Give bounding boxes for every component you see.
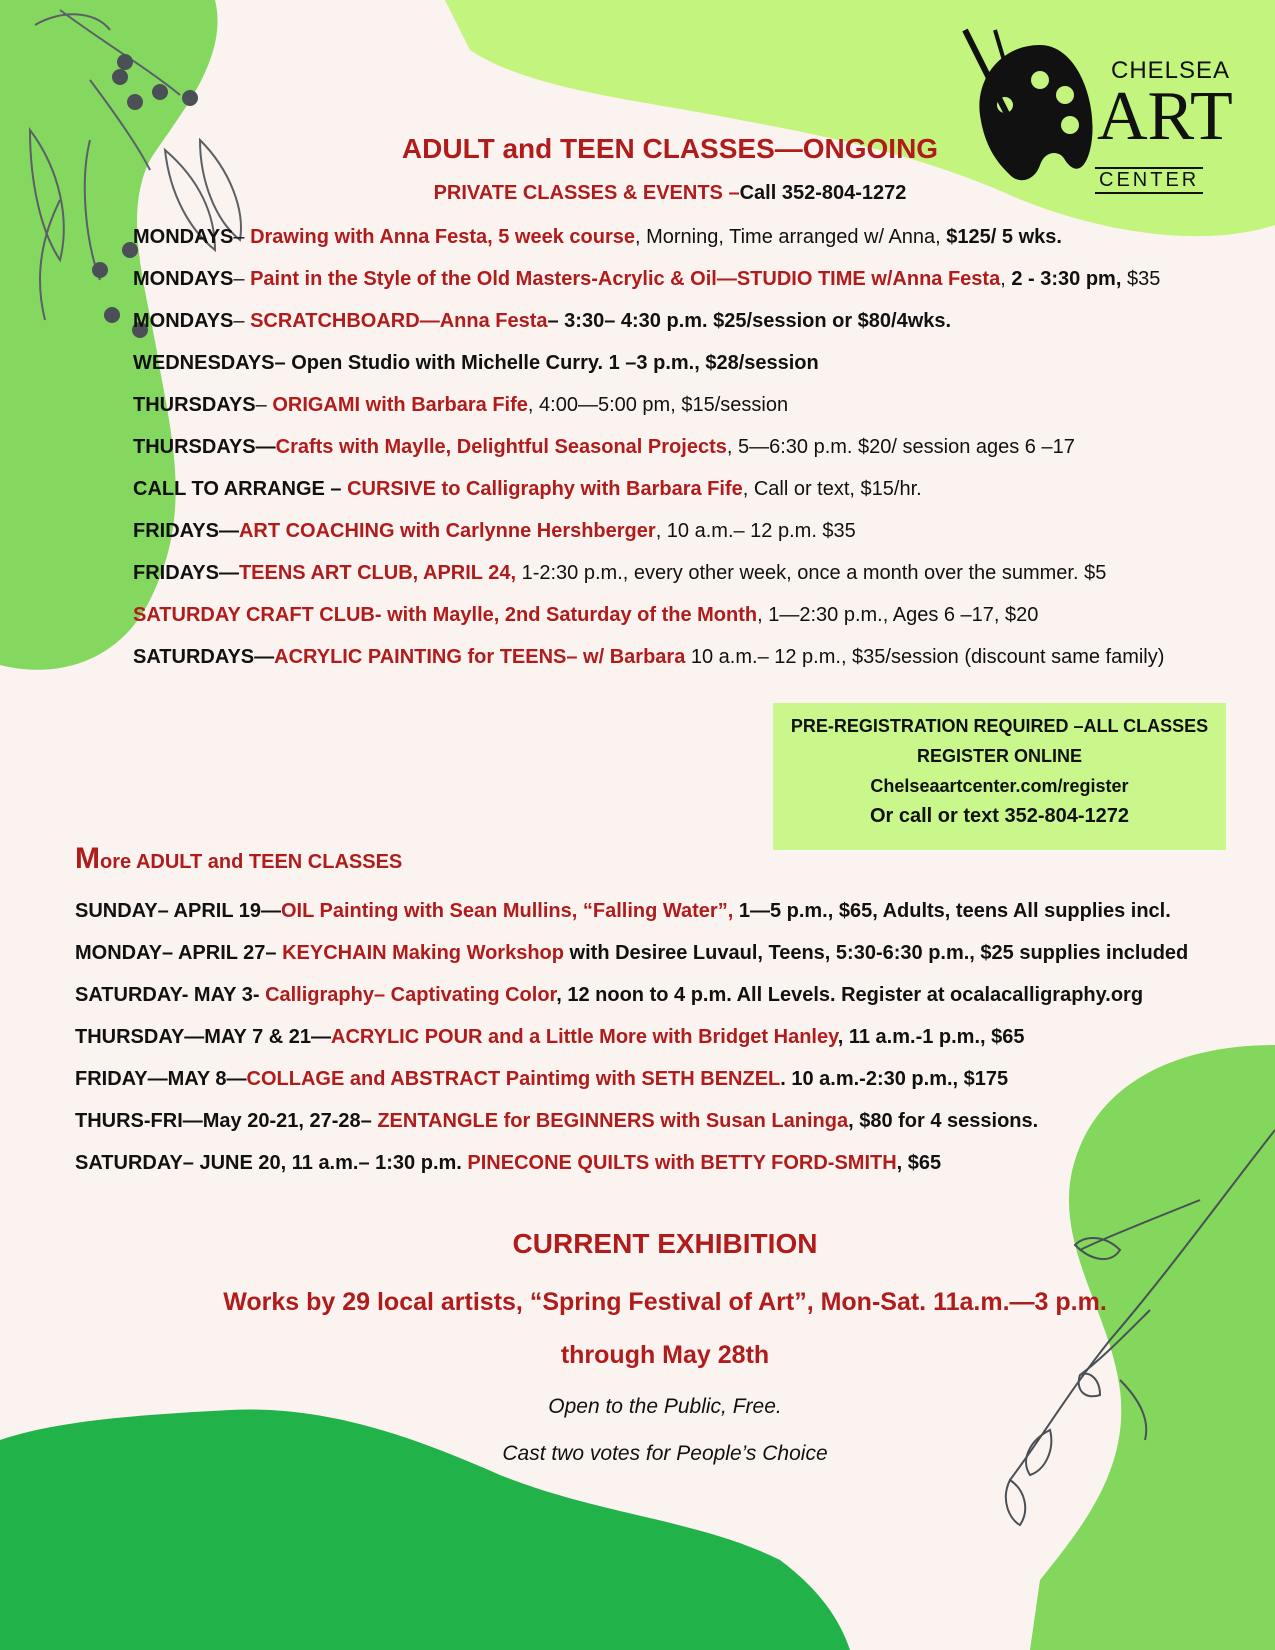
list-item <box>75 1110 1038 1133</box>
list-item-segment: CURSIVE to Calligraphy with Barbara Fife <box>347 478 743 500</box>
list-item-segment: THURSDAYS— <box>133 436 276 458</box>
list-item-segment: TEENS ART CLUB, APRIL 24, <box>238 562 517 584</box>
list-item <box>133 646 1164 669</box>
list-item <box>75 984 1143 1007</box>
exhibition-line-3: Open to the Public, Free. <box>548 1395 782 1418</box>
exhibition-line-4: Cast two votes for People’s Choice <box>502 1442 828 1465</box>
page-title: ADULT and TEEN CLASSES—ONGOING <box>401 133 939 164</box>
list-item <box>75 1152 941 1175</box>
list-item-segment: – 3:30– 4:30 p.m. $25/session or $80/4wks. <box>547 310 952 332</box>
exhibition-heading: CURRENT EXHIBITION <box>512 1228 818 1259</box>
private-classes-label: PRIVATE CLASSES & EVENTS – <box>433 182 740 204</box>
list-item-segment: MONDAY– APRIL 27– <box>75 942 283 964</box>
list-item-segment: WEDNESDAYS <box>133 352 275 374</box>
list-item-segment: FRIDAYS— <box>133 520 239 542</box>
list-item-segment: 10 a.m.– 12 p.m., $35/session (discount same family) <box>685 646 1165 668</box>
list-item-segment: MONDAYS <box>133 226 234 248</box>
registration-box <box>773 703 1226 850</box>
list-item-segment: ORIGAMI with Barbara Fife <box>272 394 528 416</box>
logo-line-1: CHELSEA <box>1111 57 1231 84</box>
list-item-segment: THURS-FRI—May 20-21, 27-28– <box>75 1110 378 1132</box>
list-item <box>133 604 1038 627</box>
list-item <box>75 1068 1008 1091</box>
more-heading-initial: M <box>75 842 100 875</box>
list-item-segment: OIL Painting with Sean Mullins, “Falling Water”, <box>281 900 734 922</box>
list-item-segment: THURSDAYS <box>133 394 256 416</box>
list-item <box>133 478 922 501</box>
list-item <box>133 520 856 543</box>
list-item-segment: Paint in the Style of the Old Masters-Acrylic & Oil—STUDIO TIME w/Anna Festa <box>250 268 1001 290</box>
list-item-segment: – <box>233 310 251 332</box>
registration-url[interactable]: Chelseaartcenter.com/register <box>870 776 1129 796</box>
list-item <box>133 562 1106 585</box>
list-item-segment: ART COACHING with Carlynne Hershberger <box>238 520 656 542</box>
list-item-segment: ZENTANGLE for BEGINNERS with Susan Laninga <box>377 1110 849 1132</box>
list-item-segment: , 10 a.m.– 12 p.m. $35 <box>655 520 856 542</box>
list-item-segment: – <box>233 268 251 290</box>
list-item-segment: CALL TO ARRANGE – <box>133 478 348 500</box>
list-item-segment: – <box>255 394 273 416</box>
exhibition-line-2: through May 28th <box>560 1341 770 1369</box>
list-item-segment: MONDAYS <box>133 310 234 332</box>
list-item-segment: Crafts with Maylle, Delightful Seasonal Projects <box>275 436 727 458</box>
list-item-segment: , 1—2:30 p.m., Ages 6 –17, $20 <box>757 604 1039 626</box>
list-item-segment: 1-2:30 p.m., every other week, once a month over the summer. $5 <box>516 562 1107 584</box>
registration-line-2: REGISTER ONLINE <box>916 746 1082 766</box>
list-item-segment: 2 - 3:30 pm, <box>1011 268 1122 290</box>
list-item-segment: $125/ 5 wks. <box>946 226 1062 248</box>
exhibition-line-1: Works by 29 local artists, “Spring Festival of Art”, Mon-Sat. 11a.m.—3 p.m. <box>223 1288 1107 1316</box>
registration-line-1: PRE-REGISTRATION REQUIRED –ALL CLASSES <box>790 716 1209 736</box>
list-item <box>133 352 819 375</box>
list-item-segment: SATURDAYS— <box>133 646 275 668</box>
more-classes-heading <box>75 842 402 876</box>
list-item-segment: , 11 a.m.-1 p.m., $65 <box>837 1026 1025 1048</box>
list-item-segment: KEYCHAIN Making Workshop <box>282 942 564 964</box>
list-item <box>133 436 1075 459</box>
list-item-segment: COLLAGE and ABSTRACT Paintimg with SETH BENZEL <box>246 1068 781 1090</box>
private-classes-line <box>340 182 1000 205</box>
registration-phone: Or call or text 352-804-1272 <box>869 805 1130 827</box>
list-item-segment: , 12 noon to 4 p.m. All Levels. Register at ocalacalligraphy.org <box>556 984 1144 1006</box>
list-item-segment: SATURDAY CRAFT CLUB <box>133 604 375 626</box>
ongoing-classes-list <box>133 226 1243 666</box>
list-item-segment: SATURDAY– JUNE 20, 11 a.m.– 1:30 p.m. <box>75 1152 468 1174</box>
list-item-segment: , Call or text, $15/hr. <box>742 478 922 500</box>
logo-line-3: CENTER <box>1095 167 1203 194</box>
list-item-segment: – <box>233 226 251 248</box>
list-item-segment: ACRYLIC POUR and a Little More with Bridget Hanley <box>331 1026 838 1048</box>
logo <box>1083 55 1233 195</box>
list-item-segment: . 10 a.m.-2:30 p.m., $175 <box>780 1068 1009 1090</box>
list-item <box>75 900 1171 923</box>
list-item-segment: FRIDAY—MAY 8— <box>75 1068 247 1090</box>
list-item-segment: SCRATCHBOARD—Anna Festa <box>250 310 548 332</box>
list-item <box>75 1026 1025 1049</box>
list-item-segment: , $80 for 4 sessions. <box>848 1110 1039 1132</box>
list-item-segment: MONDAYS <box>133 268 234 290</box>
list-item-segment: PINECONE QUILTS with BETTY FORD-SMITH <box>467 1152 897 1174</box>
list-item-segment: , Morning, Time arranged w/ Anna, <box>635 226 947 248</box>
list-item-segment: with Desiree Luvaul, Teens, 5:30-6:30 p.m., $25 supplies included <box>563 942 1189 964</box>
list-item-segment: ACRYLIC PAINTING for TEENS– w/ Barbara <box>274 646 686 668</box>
list-item <box>75 942 1188 965</box>
list-item-segment: Drawing with Anna Festa, 5 week course <box>250 226 635 248</box>
list-item-segment: THURSDAY—MAY 7 & 21— <box>75 1026 332 1048</box>
list-item <box>133 226 1062 249</box>
list-item-segment: , $65 <box>896 1152 942 1174</box>
list-item-segment: $35 <box>1121 268 1161 290</box>
list-item-segment: 1—5 p.m., $65, Adults, teens All supplies incl. <box>733 900 1171 922</box>
list-item <box>133 394 788 417</box>
list-item <box>133 268 1160 291</box>
list-item-segment: SUNDAY– APRIL 19— <box>75 900 281 922</box>
list-item-segment: – Open Studio with Michelle Curry. 1 –3 p.m., $28/session <box>274 352 819 374</box>
more-classes-list <box>75 900 1215 1180</box>
more-heading-rest: ore ADULT and TEEN CLASSES <box>100 851 403 873</box>
list-item-segment: , 5—6:30 p.m. $20/ session ages 6 –17 <box>726 436 1075 458</box>
list-item-segment: - with Maylle, 2nd Saturday of the Month <box>374 604 758 626</box>
list-item-segment: , 4:00—5:00 pm, $15/session <box>527 394 789 416</box>
list-item <box>133 310 951 333</box>
list-item-segment: Calligraphy– Captivating Color <box>265 984 557 1006</box>
list-item-segment: SATURDAY- MAY 3- <box>75 984 266 1006</box>
list-item-segment: , <box>1000 268 1012 290</box>
logo-line-2: ART <box>1097 78 1233 155</box>
private-classes-phone: Call 352-804-1272 <box>739 182 907 204</box>
list-item-segment: FRIDAYS— <box>133 562 239 584</box>
